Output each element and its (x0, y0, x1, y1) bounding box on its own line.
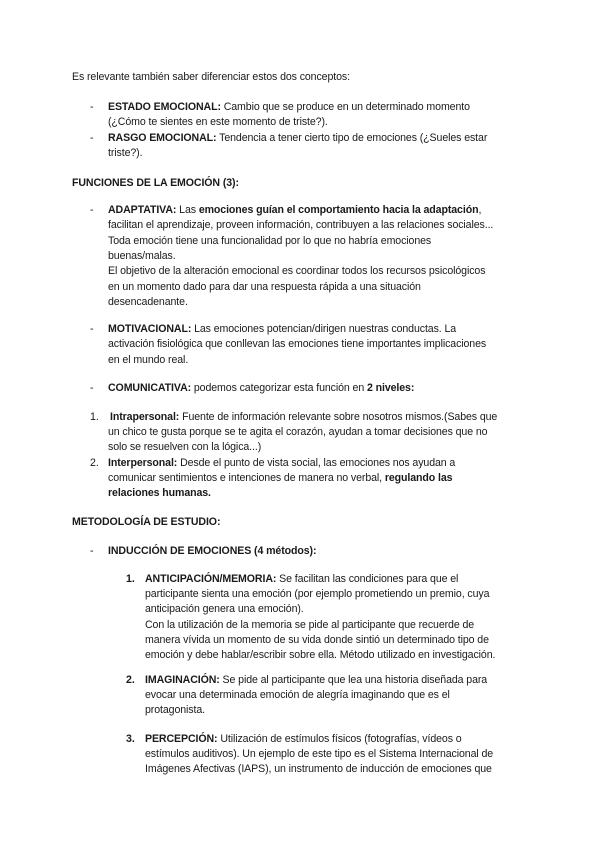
concept-label: ESTADO EMOCIONAL: (108, 101, 221, 113)
function-label: COMUNICATIVA: (108, 382, 192, 394)
motivacional-line1: MOTIVACIONAL: Las emociones potencian/dirigen nuestras conductas. La (108, 323, 457, 335)
level-line: solo se resuelven con la lógica...) (108, 441, 262, 453)
level-label: Intrapersonal: (110, 411, 180, 423)
function-label: ADAPTATIVA: (108, 204, 177, 216)
method-line: estímulos auditivos). Un ejemplo de este tipo es el Sistema Internacional de (145, 748, 494, 760)
level-line: comunicar sentimientos e intenciones de manera no verbal, regulando las (108, 472, 453, 484)
list-marker: - (90, 204, 94, 216)
concept-estado-line1: ESTADO EMOCIONAL: Cambio que se produce en un determinado momento (108, 101, 470, 113)
adaptativa-line: facilitan el aprendizaje, proveen información, contribuyen a las relaciones sociales... (108, 219, 494, 231)
method-number: 2. (126, 674, 135, 686)
method-number: 3. (126, 733, 135, 745)
method-percepcion-line1: PERCEPCIÓN: Utilización de estímulos físicos (fotografías, vídeos o (145, 733, 462, 745)
concept-estado-line2: (¿Cómo te sientes en este momento de triste?). (108, 116, 328, 128)
comunicativa-line1: COMUNICATIVA: podemos categorizar esta función en 2 niveles: (108, 382, 415, 394)
list-marker: - (90, 323, 94, 335)
adaptativa-line: en un momento dado para dar una respuesta rápida a una situación (108, 281, 421, 293)
method-anticipacion-line1: ANTICIPACIÓN/MEMORIA: Se facilitan las condiciones para que el (145, 573, 459, 585)
adaptativa-line1: ADAPTATIVA: Las emociones guían el comportamiento hacia la adaptación, (108, 204, 482, 216)
list-marker: - (90, 132, 94, 144)
method-imaginacion-line1: IMAGINACIÓN: Se pide al participante que lea una historia diseñada para (145, 674, 488, 686)
level-line: relaciones humanas. (108, 487, 211, 499)
numbered-marker: 2. (90, 457, 99, 469)
adaptativa-line: El objetivo de la alteración emocional es coordinar todos los recursos psicológicos (108, 265, 486, 277)
adaptativa-line: Toda emoción tiene una funcionalidad por lo que no habría emociones (108, 235, 432, 247)
method-label: ANTICIPACIÓN/MEMORIA: (145, 573, 277, 585)
method-line: Imágenes Afectivas (IAPS), un instrumento de inducción de emociones que (145, 763, 492, 775)
function-label: MOTIVACIONAL: (108, 323, 192, 335)
list-marker: - (90, 545, 94, 557)
concept-rasgo-line1: RASGO EMOCIONAL: Tendencia a tener cierto tipo de emociones (¿Sueles estar (108, 132, 488, 144)
method-line: emoción y debe hablar/escribir sobre ella. Método utilizado en investigación. (145, 649, 496, 661)
method-number: 1. (126, 573, 135, 585)
adaptativa-line: buenas/malas. (108, 250, 176, 262)
motivacional-line: en el mundo real. (108, 354, 189, 366)
method-label: PERCEPCIÓN: (145, 733, 218, 745)
method-line: Con la utilización de la memoria se pide al participante que recuerde de (145, 619, 475, 631)
level-line: un chico te gusta porque se te agita el corazón, ayudan a tomar decisiones que no (108, 426, 488, 438)
level-interpersonal-line1: Interpersonal: Desde el punto de vista social, las emociones nos ayudan a (108, 457, 456, 469)
method-line: anticipación genera una emoción). (145, 603, 304, 615)
list-marker: - (90, 101, 94, 113)
numbered-marker: 1. (90, 411, 99, 423)
method-line: participante sienta una emoción (por ejemplo prometiendo un premio, cuya (145, 588, 490, 600)
method-line: evocar una determinada emoción de alegría imaginando que es el (145, 689, 450, 701)
method-line: protagonista. (145, 704, 205, 716)
method-label: IMAGINACIÓN: (145, 674, 220, 686)
adaptativa-line: desencadenante. (108, 296, 188, 308)
section-heading-funciones: FUNCIONES DE LA EMOCIÓN (3): (72, 177, 239, 189)
concept-rasgo-line2: triste?). (108, 147, 143, 159)
concept-label: RASGO EMOCIONAL: (108, 132, 217, 144)
method-line: manera vívida un momento de su vida donde sintió un determinado tipo de (145, 634, 489, 646)
motivacional-line: activación fisiológica que conllevan las emociones tiene importantes implicaciones (108, 338, 487, 350)
level-intrapersonal-line1: Intrapersonal: Fuente de información relevante sobre nosotros mismos.(Sabes que (110, 411, 498, 423)
list-marker: - (90, 382, 94, 394)
intro-paragraph: Es relevante también saber diferenciar estos dos conceptos: (72, 71, 350, 83)
induccion-heading: INDUCCIÓN DE EMOCIONES (4 métodos): (108, 545, 317, 557)
level-label: Interpersonal: (108, 457, 178, 469)
section-heading-metodologia: METODOLOGÍA DE ESTUDIO: (72, 516, 221, 528)
